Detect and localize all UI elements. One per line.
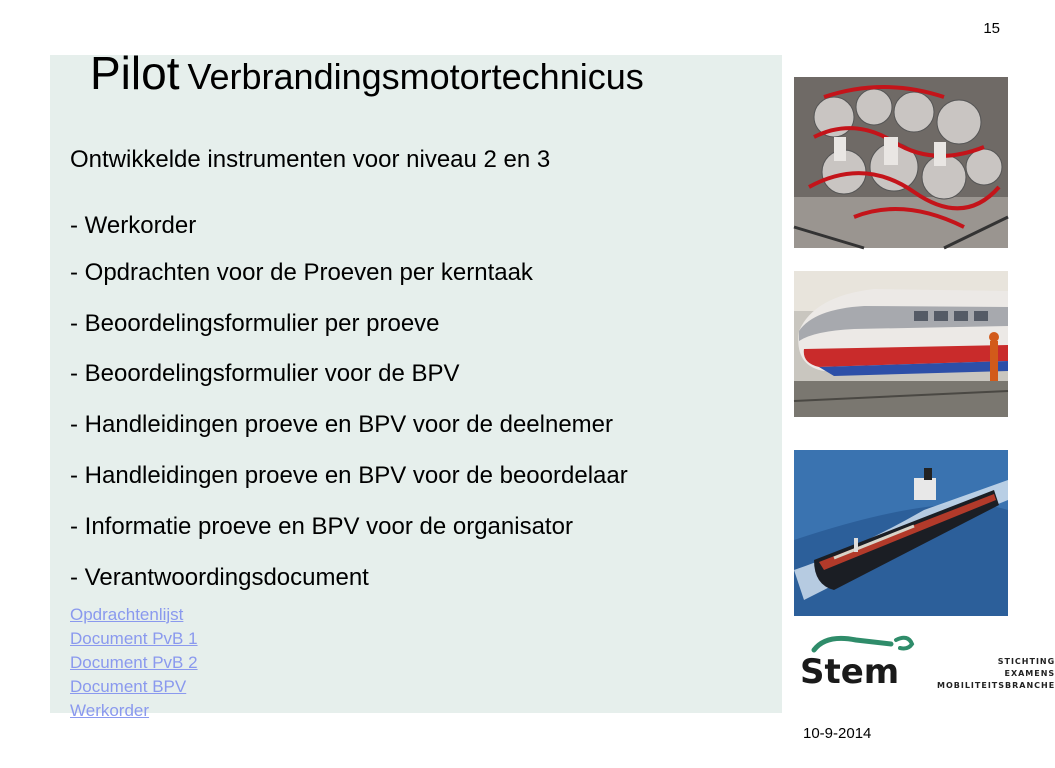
document-links [70, 603, 198, 723]
title-main: Pilot [90, 47, 180, 99]
list-item: - Beoordelingsformulier voor de BPV [70, 360, 460, 388]
list-item: - Opdrachten voor de Proeven per kerntaak [70, 258, 533, 286]
link-document-bpv[interactable]: Document BPV [70, 677, 187, 696]
list-item: - Informatie proeve en BPV voor de organisator [70, 512, 573, 540]
link-document-pvb-1[interactable]: Document PvB 1 [70, 629, 198, 648]
cargo-ship-photo [794, 450, 1008, 616]
slide-number: 15 [983, 20, 1000, 37]
title-sub: Verbrandingsmotortechnicus [187, 56, 644, 97]
slide-date: 10-9-2014 [803, 725, 872, 742]
subtitle: Ontwikkelde instrumenten voor niveau 2 en 3 [70, 146, 551, 173]
list-item: - Handleidingen proeve en BPV voor de deelnemer [70, 411, 614, 439]
engine-cutaway-photo [794, 77, 1008, 248]
list-item: - Beoordelingsformulier per proeve [70, 309, 440, 337]
logo-wordmark: Stem [800, 652, 900, 692]
list-item: - Verantwoordingsdocument [70, 563, 369, 591]
stem-logo [796, 628, 1055, 700]
instrument-list [70, 212, 628, 614]
slide-title [90, 47, 644, 99]
list-item: - Handleidingen proeve en BPV voor de beoordelaar [70, 461, 628, 489]
link-werkorder[interactable]: Werkorder [70, 701, 150, 720]
link-opdrachtenlijst[interactable]: Opdrachtenlijst [70, 605, 184, 624]
logo-tagline: STICHTING EXAMENS MOBILITEITSBRANCHE [937, 657, 1055, 690]
list-item: - Werkorder [70, 212, 197, 239]
link-document-pvb-2[interactable]: Document PvB 2 [70, 653, 198, 672]
high-speed-train-photo [794, 271, 1008, 417]
